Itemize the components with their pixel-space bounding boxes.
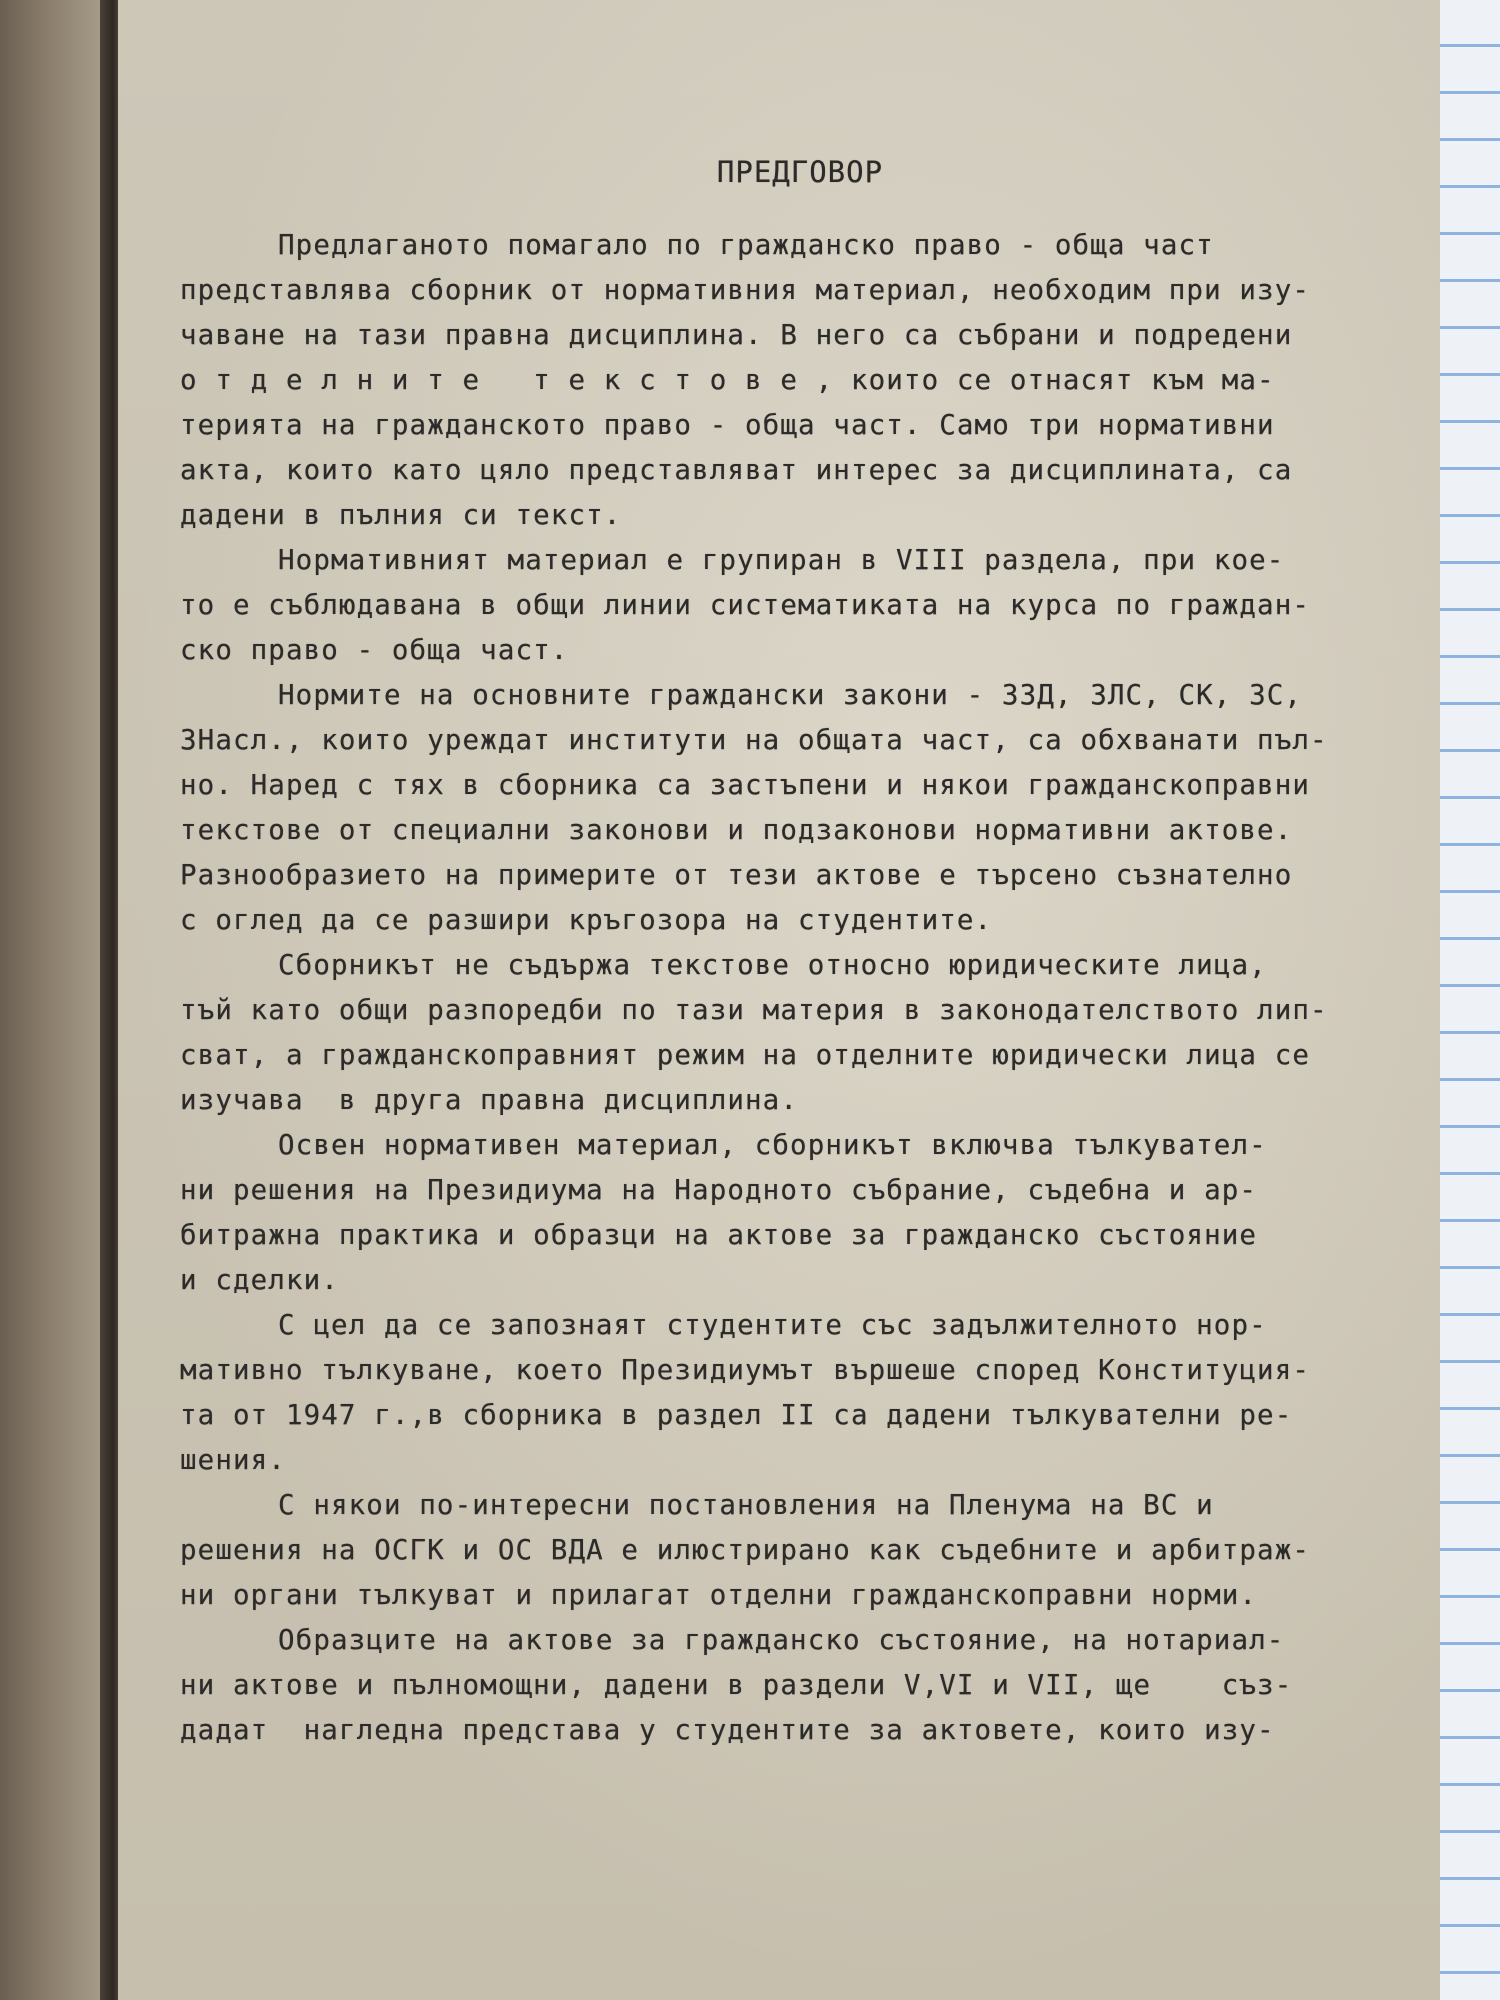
page-content: [180, 150, 1420, 1753]
text-line: Разнообразието на примерите от тези актове е търсено съзнателно: [180, 859, 1293, 891]
page-title: ПРЕДГОВОР: [716, 155, 884, 189]
text-line: С цел да се запознаят студентите със задължителното нор-: [278, 1309, 1267, 1341]
text-line: ско право - обща част.: [180, 634, 569, 666]
typewritten-page: [118, 0, 1440, 2000]
text-line: о т д е л н и т е т е к с т о в е , които се отнасят към ма-: [180, 364, 1275, 396]
text-line: чаване на тази правна дисциплина. В него са събрани и подредени: [180, 319, 1293, 351]
text-line: шения.: [180, 1444, 286, 1476]
text-line: решения на ОСГК и ОС ВДА е илюстрирано как съдебните и арбитраж-: [180, 1534, 1311, 1566]
text-line: текстове от специални законови и подзаконови нормативни актове.: [180, 814, 1293, 846]
text-line: то е съблюдавана в общи линии систематиката на курса по граждан-: [180, 589, 1311, 621]
text-line: ни актове и пълномощни, дадени в раздели V,VI и VII, ще съз-: [180, 1669, 1293, 1701]
text-line: мативно тълкуване, което Президиумът вършеше според Конституция-: [180, 1354, 1311, 1386]
text-line: акта, които като цяло представляват интерес за дисциплината, са: [180, 454, 1293, 486]
text-line: С някои по-интересни постановления на Пленума на ВС и: [278, 1489, 1214, 1521]
text-line: дадени в пълния си текст.: [180, 499, 622, 531]
text-line: но. Наред с тях в сборника са застъпени и някои гражданскоправни: [180, 769, 1311, 801]
text-line: с оглед да се разшири кръгозора на студентите.: [180, 904, 993, 936]
text-line: изучава в друга правна дисциплина.: [180, 1084, 798, 1116]
lined-paper-edge: [1440, 0, 1500, 2000]
text-line: Образците на актове за гражданско състояние, на нотариал-: [278, 1624, 1285, 1656]
text-line: та от 1947 г.,в сборника в раздел II са дадени тълкувателни ре-: [180, 1399, 1293, 1431]
text-line: битражна практика и образци на актове за гражданско състояние: [180, 1219, 1258, 1251]
text-body: [180, 223, 1420, 1753]
text-line: и сделки.: [180, 1264, 339, 1296]
text-line: тъй като общи разпоредби по тази материя в законодателството лип-: [180, 994, 1328, 1026]
text-line: сват, а гражданскоправният режим на отделните юридически лица се: [180, 1039, 1311, 1071]
text-line: Освен нормативен материал, сборникът включва тълкувател-: [278, 1129, 1267, 1161]
text-line: представлява сборник от нормативния материал, необходим при изу-: [180, 274, 1311, 306]
text-line: Сборникът не съдържа текстове относно юридическите лица,: [278, 949, 1267, 981]
text-line: ни органи тълкуват и прилагат отделни гражданскоправни норми.: [180, 1579, 1258, 1611]
text-line: Предлаганото помагало по гражданско право - обща част: [278, 229, 1214, 261]
text-line: терията на гражданското право - обща част. Само три нормативни: [180, 409, 1275, 441]
text-line: дадат нагледна представа у студентите за актовете, които изу-: [180, 1714, 1275, 1746]
text-line: Нормативният материал е групиран в VIII раздела, при кое-: [278, 544, 1285, 576]
text-line: Нормите на основните граждански закони - ЗЗД, ЗЛС, СК, ЗС,: [278, 679, 1303, 711]
text-line: ни решения на Президиума на Народното събрание, съдебна и ар-: [180, 1174, 1258, 1206]
text-line: ЗНасл., които уреждат институти на общата част, са обхванати пъл-: [180, 724, 1328, 756]
